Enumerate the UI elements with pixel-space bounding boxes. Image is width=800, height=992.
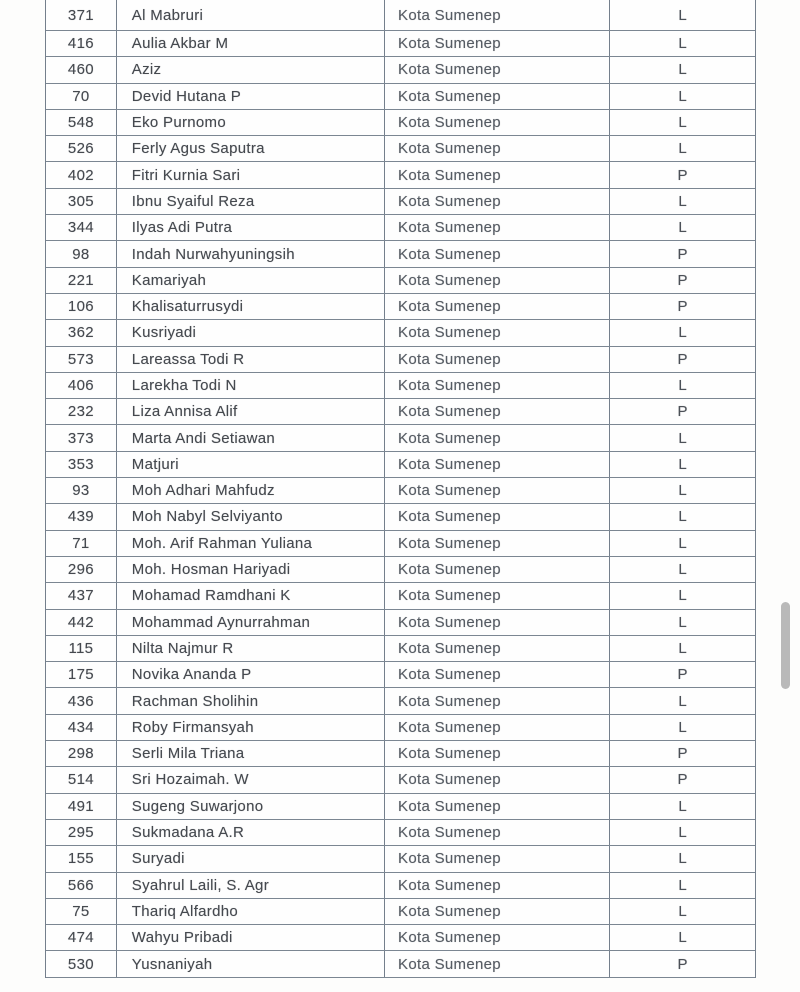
cell-city: Kota Sumenep <box>385 531 610 556</box>
cell-city: Kota Sumenep <box>385 162 610 187</box>
cell-gender: L <box>678 87 688 105</box>
cell-number: 305 <box>46 189 117 214</box>
cell-city: Kota Sumenep <box>385 0 610 30</box>
table-row <box>46 767 755 793</box>
cell-name: Mohammad Aynurrahman <box>117 610 385 635</box>
table-row <box>46 873 755 899</box>
cell-name: Khalisaturrusydi <box>117 294 385 319</box>
cell-city: Kota Sumenep <box>385 110 610 135</box>
table-row <box>46 715 755 741</box>
cell-city: Kota Sumenep <box>385 504 610 529</box>
scrollbar-thumb[interactable] <box>781 602 790 689</box>
cell-city: Kota Sumenep <box>385 31 610 56</box>
cell-city: Kota Sumenep <box>385 873 610 898</box>
cell-name: Larekha Todi N <box>117 373 385 398</box>
cell-city: Kota Sumenep <box>385 583 610 608</box>
table-row <box>46 688 755 714</box>
table-row <box>46 925 755 951</box>
table-row <box>46 162 755 188</box>
cell-number: 70 <box>46 84 117 109</box>
cell-city: Kota Sumenep <box>385 820 610 845</box>
cell-name: Ibnu Syaiful Reza <box>117 189 385 214</box>
cell-gender: P <box>677 666 688 684</box>
cell-gender: L <box>678 429 688 447</box>
cell-number: 175 <box>46 662 117 687</box>
cell-number: 93 <box>46 478 117 503</box>
cell-city: Kota Sumenep <box>385 846 610 871</box>
cell-name: Lareassa Todi R <box>117 347 385 372</box>
cell-number: 406 <box>46 373 117 398</box>
cell-city: Kota Sumenep <box>385 373 610 398</box>
table-row <box>46 110 755 136</box>
cell-name: Mohamad Ramdhani K <box>117 583 385 608</box>
cell-number: 548 <box>46 110 117 135</box>
cell-number: 221 <box>46 268 117 293</box>
cell-city: Kota Sumenep <box>385 425 610 450</box>
cell-city: Kota Sumenep <box>385 268 610 293</box>
table-row <box>46 636 755 662</box>
cell-number: 439 <box>46 504 117 529</box>
cell-gender: L <box>678 324 688 342</box>
cell-city: Kota Sumenep <box>385 715 610 740</box>
cell-city: Kota Sumenep <box>385 347 610 372</box>
cell-number: 98 <box>46 241 117 266</box>
table-row <box>46 268 755 294</box>
cell-number: 298 <box>46 741 117 766</box>
cell-name: Thariq Alfardho <box>117 899 385 924</box>
cell-number: 514 <box>46 767 117 792</box>
cell-city: Kota Sumenep <box>385 557 610 582</box>
cell-number: 416 <box>46 31 117 56</box>
cell-city: Kota Sumenep <box>385 294 610 319</box>
cell-number: 362 <box>46 320 117 345</box>
cell-gender: L <box>678 534 688 552</box>
table-row <box>46 610 755 636</box>
table-row <box>46 425 755 451</box>
cell-gender: L <box>678 192 688 210</box>
cell-name: Sri Hozaimah. W <box>117 767 385 792</box>
cell-city: Kota Sumenep <box>385 84 610 109</box>
cell-name: Sukmadana A.R <box>117 820 385 845</box>
cell-number: 573 <box>46 347 117 372</box>
table-row <box>46 951 755 977</box>
table-row <box>46 478 755 504</box>
table-row <box>46 846 755 872</box>
cell-gender: P <box>677 745 688 763</box>
table-row <box>46 0 755 31</box>
table-row <box>46 820 755 846</box>
cell-number: 460 <box>46 57 117 82</box>
cell-gender: L <box>678 482 688 500</box>
cell-gender: P <box>677 245 688 263</box>
cell-city: Kota Sumenep <box>385 136 610 161</box>
cell-city: Kota Sumenep <box>385 399 610 424</box>
cell-number: 530 <box>46 951 117 976</box>
cell-city: Kota Sumenep <box>385 320 610 345</box>
cell-name: Novika Ananda P <box>117 662 385 687</box>
table-row <box>46 741 755 767</box>
cell-number: 296 <box>46 557 117 582</box>
cell-city: Kota Sumenep <box>385 478 610 503</box>
cell-name: Fitri Kurnia Sari <box>117 162 385 187</box>
cell-name: Aulia Akbar M <box>117 31 385 56</box>
cell-city: Kota Sumenep <box>385 794 610 819</box>
cell-number: 566 <box>46 873 117 898</box>
cell-number: 232 <box>46 399 117 424</box>
cell-name: Liza Annisa Alif <box>117 399 385 424</box>
table-row <box>46 504 755 530</box>
cell-city: Kota Sumenep <box>385 688 610 713</box>
cell-gender: L <box>678 377 688 394</box>
table-row <box>46 583 755 609</box>
cell-number: 295 <box>46 820 117 845</box>
cell-number: 434 <box>46 715 117 740</box>
cell-name: Moh. Arif Rahman Yuliana <box>117 531 385 556</box>
table-row <box>46 241 755 267</box>
cell-gender: L <box>678 692 688 710</box>
cell-gender: L <box>678 824 688 842</box>
cell-gender: P <box>677 403 688 421</box>
table-row <box>46 531 755 557</box>
cell-gender: P <box>677 166 688 184</box>
table-row <box>46 294 755 320</box>
cell-name: Moh Adhari Mahfudz <box>117 478 385 503</box>
cell-gender: L <box>678 114 688 132</box>
cell-city: Kota Sumenep <box>385 767 610 792</box>
cell-number: 115 <box>46 636 117 661</box>
cell-name: Kusriyadi <box>117 320 385 345</box>
table-row <box>46 452 755 478</box>
cell-gender: L <box>678 508 688 526</box>
cell-gender: P <box>677 271 688 289</box>
cell-gender: L <box>678 876 688 894</box>
cell-name: Moh. Hosman Hariyadi <box>117 557 385 582</box>
cell-gender: L <box>678 929 688 947</box>
table-row <box>46 57 755 83</box>
cell-name: Marta Andi Setiawan <box>117 425 385 450</box>
cell-number: 437 <box>46 583 117 608</box>
cell-gender: L <box>678 6 688 24</box>
table-row <box>46 794 755 820</box>
cell-name: Suryadi <box>117 846 385 871</box>
cell-gender: L <box>678 35 688 53</box>
cell-city: Kota Sumenep <box>385 662 610 687</box>
cell-name: Matjuri <box>117 452 385 477</box>
cell-gender: L <box>678 639 688 657</box>
cell-city: Kota Sumenep <box>385 741 610 766</box>
cell-name: Kamariyah <box>117 268 385 293</box>
table-row <box>46 31 755 57</box>
cell-name: Ferly Agus Saputra <box>117 136 385 161</box>
table-row <box>46 320 755 346</box>
cell-number: 491 <box>46 794 117 819</box>
cell-gender: L <box>678 587 688 605</box>
cell-name: Serli Mila Triana <box>117 741 385 766</box>
cell-number: 436 <box>46 688 117 713</box>
cell-name: Moh Nabyl Selviyanto <box>117 504 385 529</box>
cell-name: Rachman Sholihin <box>117 688 385 713</box>
cell-gender: L <box>678 797 688 815</box>
cell-number: 474 <box>46 925 117 950</box>
cell-number: 442 <box>46 610 117 635</box>
cell-gender: L <box>678 140 688 158</box>
cell-number: 402 <box>46 162 117 187</box>
table-row <box>46 899 755 925</box>
cell-city: Kota Sumenep <box>385 57 610 82</box>
cell-gender: P <box>677 955 688 973</box>
cell-name: Indah Nurwahyuningsih <box>117 241 385 266</box>
cell-gender: P <box>677 771 688 789</box>
table-row <box>46 662 755 688</box>
cell-name: Syahrul Laili, S. Agr <box>117 873 385 898</box>
cell-name: Sugeng Suwarjono <box>117 794 385 819</box>
cell-name: Al Mabruri <box>117 0 385 30</box>
cell-number: 71 <box>46 531 117 556</box>
cell-name: Aziz <box>117 57 385 82</box>
cell-number: 373 <box>46 425 117 450</box>
cell-name: Nilta Najmur R <box>117 636 385 661</box>
cell-gender: P <box>677 298 688 316</box>
cell-city: Kota Sumenep <box>385 215 610 240</box>
cell-gender: L <box>678 455 688 473</box>
participant-table <box>45 0 756 978</box>
cell-number: 75 <box>46 899 117 924</box>
cell-number: 155 <box>46 846 117 871</box>
cell-number: 526 <box>46 136 117 161</box>
cell-city: Kota Sumenep <box>385 899 610 924</box>
cell-city: Kota Sumenep <box>385 925 610 950</box>
cell-number: 353 <box>46 452 117 477</box>
cell-name: Yusnaniyah <box>117 951 385 976</box>
cell-city: Kota Sumenep <box>385 189 610 214</box>
cell-name: Ilyas Adi Putra <box>117 215 385 240</box>
cell-name: Eko Purnomo <box>117 110 385 135</box>
table-row <box>46 399 755 425</box>
table-row <box>46 189 755 215</box>
cell-gender: P <box>677 350 688 368</box>
cell-gender: L <box>678 850 688 868</box>
cell-gender: L <box>678 61 688 79</box>
cell-name: Wahyu Pribadi <box>117 925 385 950</box>
table-row <box>46 373 755 399</box>
cell-gender: L <box>678 561 688 579</box>
cell-gender: L <box>678 718 688 736</box>
table-row <box>46 136 755 162</box>
cell-city: Kota Sumenep <box>385 951 610 976</box>
cell-number: 344 <box>46 215 117 240</box>
table-row <box>46 347 755 373</box>
cell-number: 371 <box>46 0 117 30</box>
cell-city: Kota Sumenep <box>385 241 610 266</box>
cell-name: Devid Hutana P <box>117 84 385 109</box>
cell-gender: L <box>678 613 688 631</box>
table-row <box>46 84 755 110</box>
cell-gender: L <box>678 219 688 237</box>
cell-city: Kota Sumenep <box>385 636 610 661</box>
table-row <box>46 557 755 583</box>
cell-name: Roby Firmansyah <box>117 715 385 740</box>
table-row <box>46 215 755 241</box>
cell-gender: L <box>678 902 688 920</box>
cell-number: 106 <box>46 294 117 319</box>
cell-city: Kota Sumenep <box>385 610 610 635</box>
cell-city: Kota Sumenep <box>385 452 610 477</box>
